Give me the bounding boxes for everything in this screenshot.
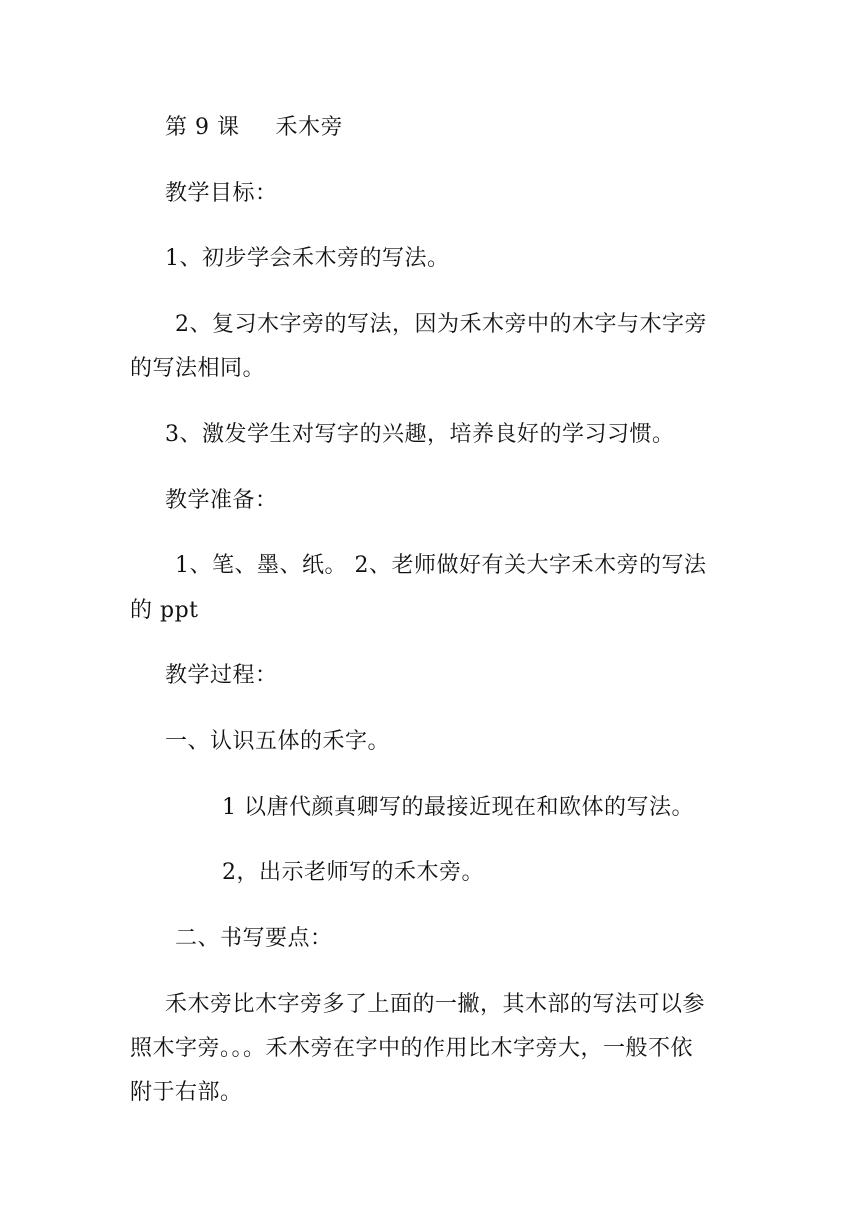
section-1-heading: 一、认识五体的禾字。 bbox=[165, 729, 391, 754]
lesson-topic: 禾木旁 bbox=[275, 115, 343, 140]
objectives-heading: 教学目标： bbox=[165, 181, 278, 206]
lesson-title bbox=[165, 112, 343, 144]
objective-3: 3、激发学生对写字的兴趣，培养良好的学习习惯。 bbox=[165, 422, 675, 447]
prep-line-2: 的 ppt bbox=[130, 598, 199, 623]
paragraph-line-1: 禾木旁比木字旁多了上面的一撇，其木部的写法可以参 bbox=[165, 992, 706, 1017]
objective-2-line-1: 2、复习木字旁的写法，因为禾木旁中的木字与木字旁 bbox=[175, 312, 707, 337]
section-1-item-2: 2，出示老师写的禾木旁。 bbox=[222, 860, 484, 885]
process-heading: 教学过程： bbox=[165, 663, 278, 688]
prep-line-1: 1、笔、墨、纸。 2、老师做好有关大字禾木旁的写法 bbox=[175, 553, 707, 578]
paragraph-line-3: 附于右部。 bbox=[130, 1080, 243, 1105]
section-1-item-1: 1 以唐代颜真卿写的最接近现在和欧体的写法。 bbox=[222, 795, 694, 820]
objective-1: 1、初步学会禾木旁的写法。 bbox=[165, 246, 450, 271]
lesson-number: 第 9 课 bbox=[165, 115, 240, 140]
objective-2-line-2: 的写法相同。 bbox=[130, 356, 266, 381]
section-2-heading: 二、书写要点： bbox=[175, 926, 333, 951]
paragraph-line-2: 照木字旁。。。禾木旁在字中的作用比木字旁大，一般不依 bbox=[130, 1036, 694, 1061]
prep-heading: 教学准备： bbox=[165, 488, 278, 513]
